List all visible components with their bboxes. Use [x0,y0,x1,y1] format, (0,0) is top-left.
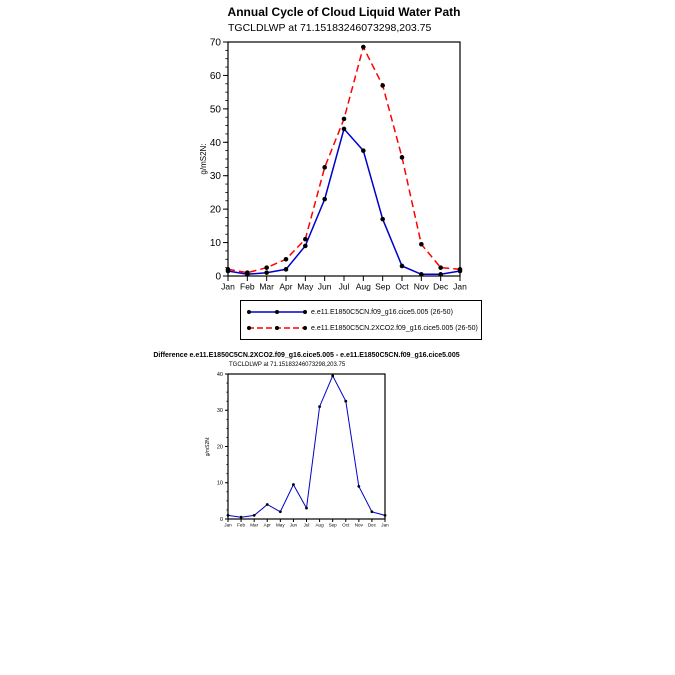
svg-text:30: 30 [216,408,223,415]
svg-text:40: 40 [216,371,223,378]
legend-line-sample-2xco2 [247,322,307,334]
legend-label-2xco2: e.e11.E1850C5CN.2XCO2.f09_g16.cice5.005 (26-50) [311,324,478,332]
svg-text:10: 10 [209,238,221,250]
svg-text:Aug: Aug [355,281,371,292]
svg-text:Nov: Nov [413,281,429,292]
svg-text:Oct: Oct [395,281,409,292]
svg-text:Mar: Mar [259,281,274,292]
svg-text:Nov: Nov [354,522,363,528]
svg-text:Feb: Feb [237,522,246,528]
svg-text:Oct: Oct [342,522,350,528]
svg-text:Sep: Sep [328,522,337,528]
svg-text:Mar: Mar [250,522,259,528]
svg-text:40: 40 [209,137,221,149]
svg-text:g/mS2N:: g/mS2N: [199,143,208,175]
top-chart-canvas [196,36,472,294]
svg-text:Jan: Jan [224,522,232,528]
svg-text:Sep: Sep [375,281,391,292]
svg-text:Jan: Jan [453,281,467,292]
svg-text:Dec: Dec [433,281,449,292]
bottom-chart-subtitle: TGCLDLWP at 71.15183246073298,203.75 [229,362,346,368]
svg-text:0: 0 [219,516,223,523]
svg-text:70: 70 [209,37,221,49]
svg-text:60: 60 [209,70,221,82]
bottom-chart-canvas [200,368,396,530]
bottom-chart-title: Difference e.e11.E1850C5CN.2XCO2.f09_g16.cice5.005 - e.e11.E1850C5CN.f09_g16.cice5.005 [153,352,460,359]
svg-text:20: 20 [209,204,221,216]
svg-text:10: 10 [216,480,223,487]
svg-text:Jun: Jun [289,522,298,528]
svg-text:20: 20 [216,444,223,451]
svg-text:Jun: Jun [317,281,332,292]
svg-text:0: 0 [215,271,221,283]
legend-item-control [241,304,481,320]
svg-text:50: 50 [209,104,221,116]
svg-text:Apr: Apr [263,522,271,528]
svg-text:Feb: Feb [240,281,255,292]
svg-text:Aug: Aug [315,522,324,528]
svg-text:g/mS2N:: g/mS2N: [205,436,211,457]
legend-box [240,300,482,340]
svg-text:Jan: Jan [221,281,235,292]
svg-text:Jul: Jul [303,522,310,528]
legend-item-2xco2 [241,320,481,336]
svg-text:30: 30 [209,171,221,183]
legend-line-sample-control [247,306,307,318]
top-chart-subtitle: TGCLDLWP at 71.15183246073298,203.75 [228,22,432,34]
svg-text:May: May [297,281,314,292]
svg-text:Dec: Dec [367,522,377,528]
svg-text:Jan: Jan [381,522,389,528]
top-chart-title: Annual Cycle of Cloud Liquid Water Path [227,5,461,19]
legend-label-control: e.e11.E1850C5CN.f09_g16.cice5.005 (26-50) [311,308,453,316]
svg-text:May: May [275,522,285,528]
svg-text:Apr: Apr [279,281,293,292]
svg-text:Jul: Jul [338,281,350,292]
